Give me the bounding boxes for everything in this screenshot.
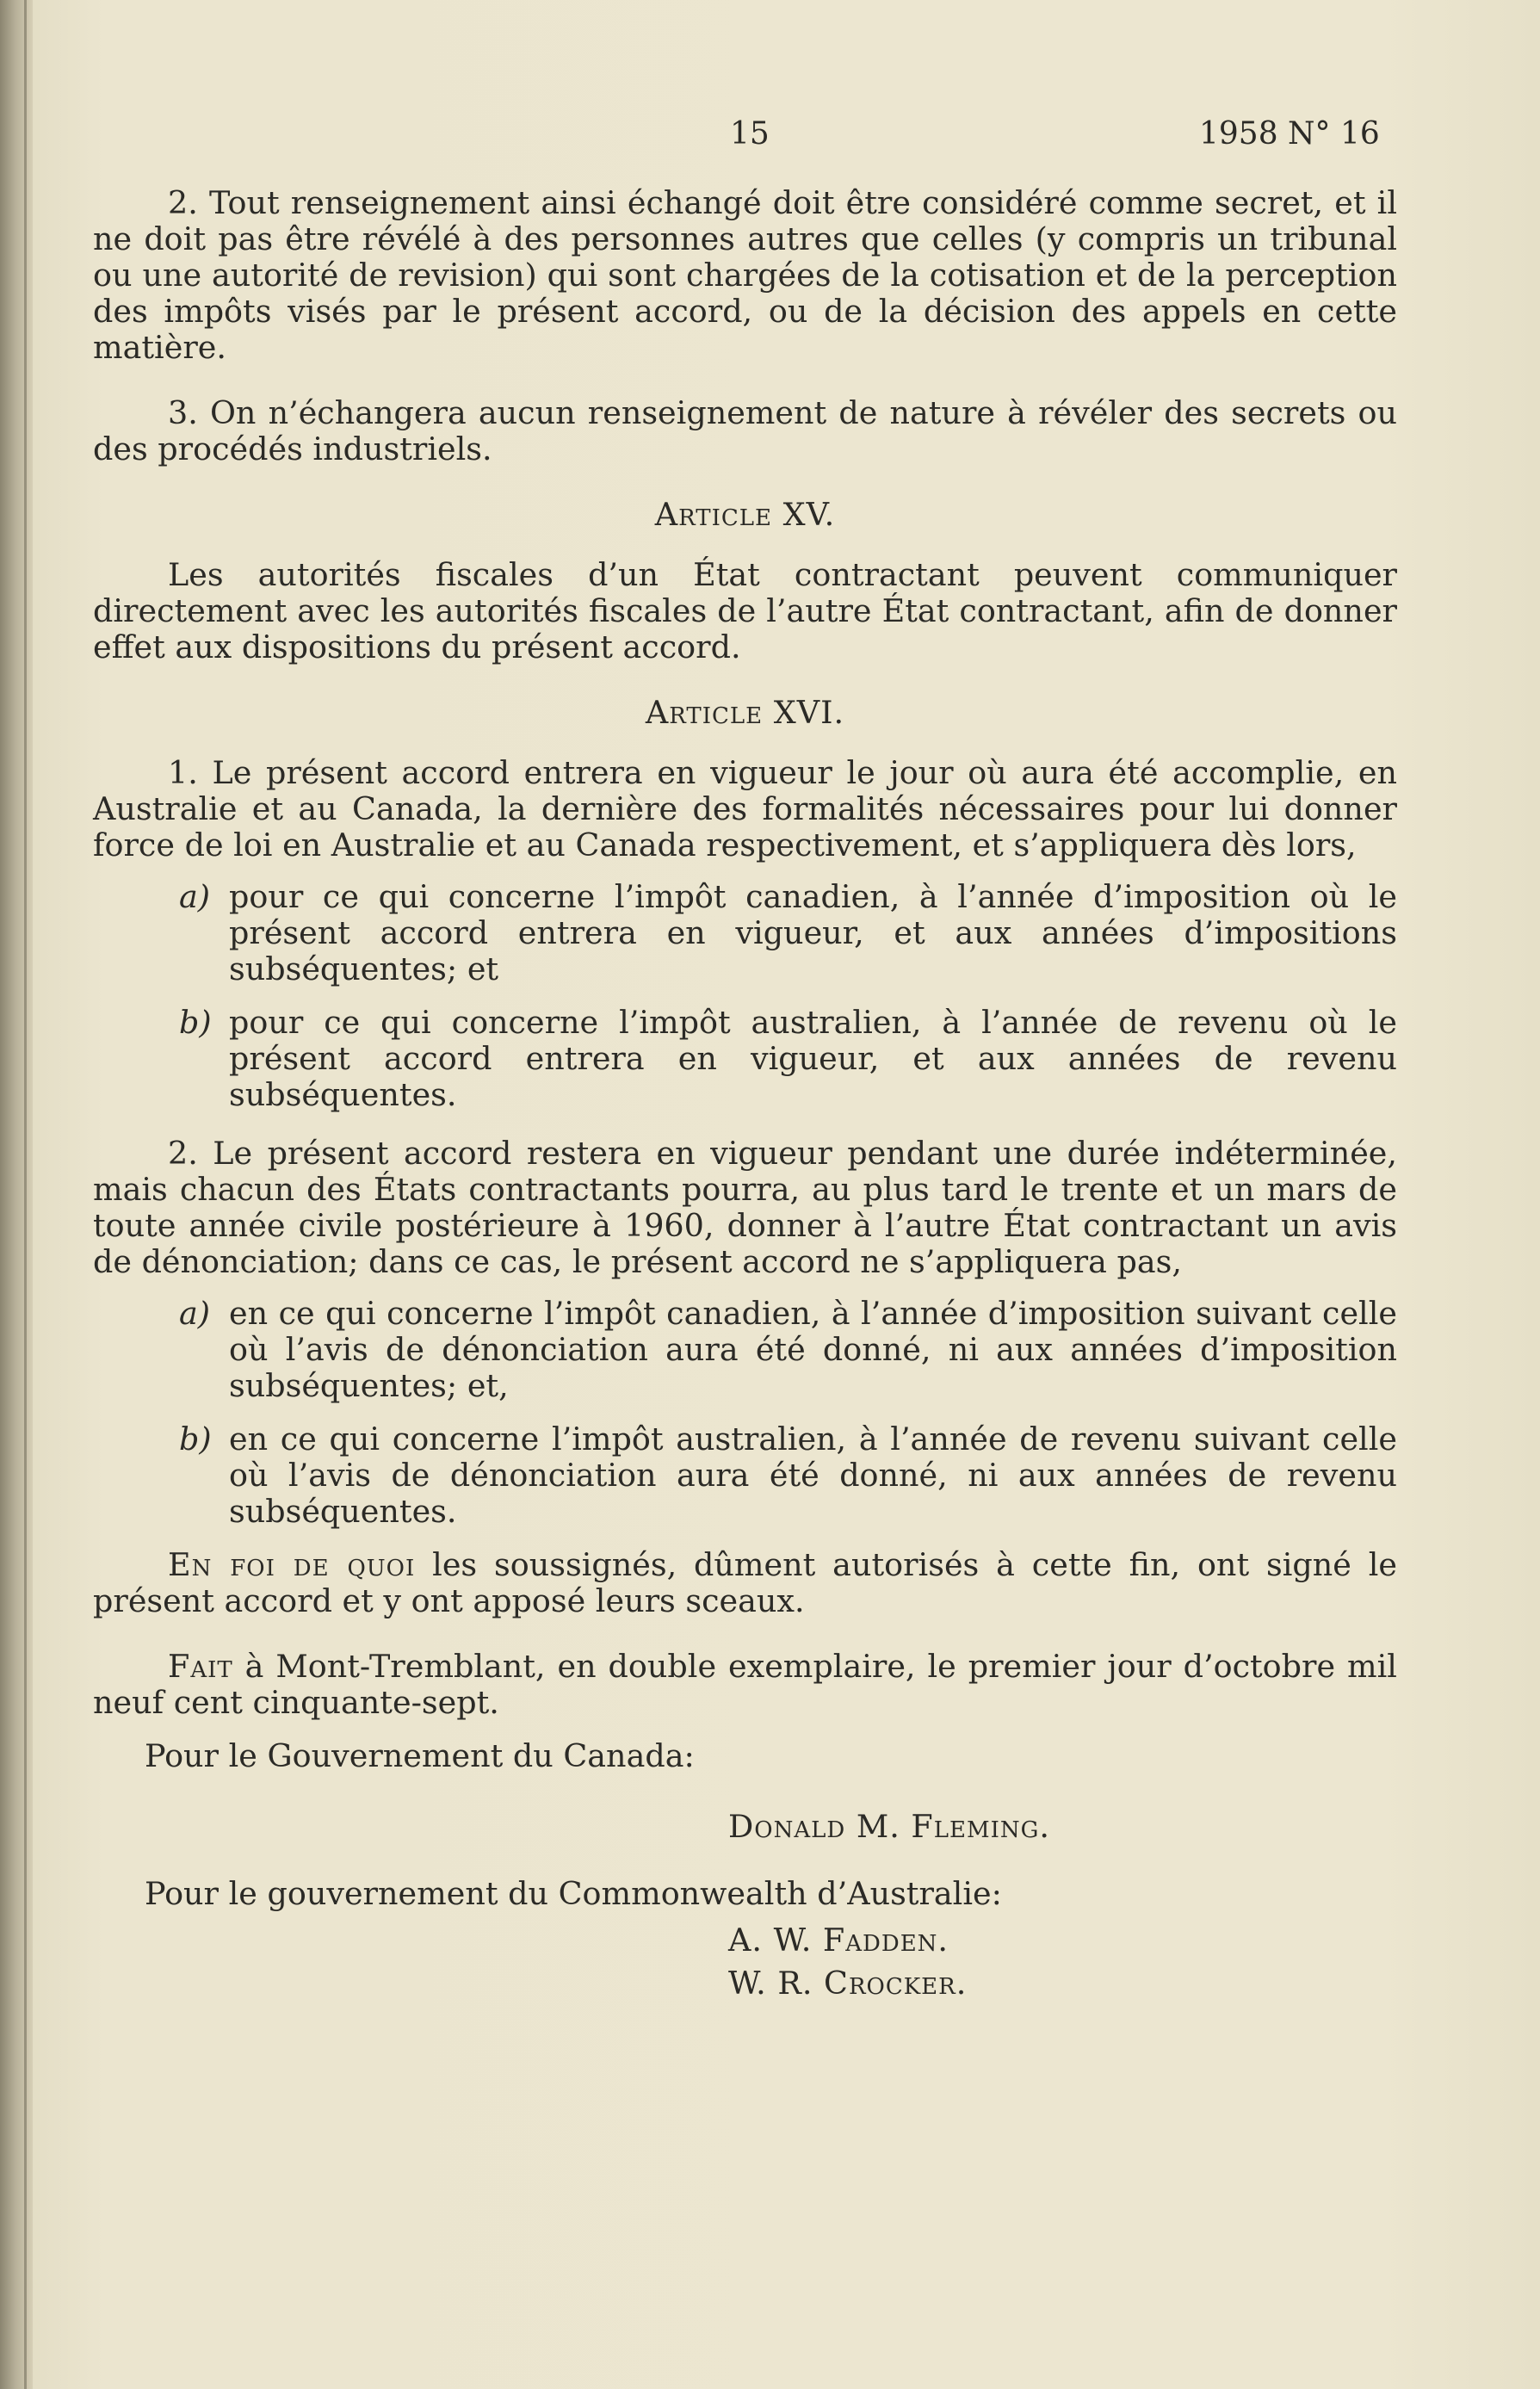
article-xvi-p1-item-a	[179, 879, 1397, 987]
item-letter: b)	[179, 1004, 212, 1041]
article-xvi-paragraph-2: 2. Le présent accord restera en vigueur pendant une durée indéterminée, mais chacun des États contractants pourra, au plus tard le trente et un mars de toute année civile postérieure à 1960, donner à l’autre État contractant un avis de dénonciation; dans ce cas, le présent accord ne s’appliquera pas,	[93, 1135, 1397, 1280]
page-number: 15	[730, 116, 770, 152]
document-body	[93, 185, 1397, 2008]
canada-signatory: Donald M. Fleming.	[728, 1808, 1050, 1845]
done-rest: à Mont-Tremblant, en double exemplaire, le premier jour d’octobre mil neuf cent cinquante-sept.	[93, 1648, 1397, 1721]
article-xiv-paragraph-3: 3. On n’échangera aucun renseignement de nature à révéler des secrets ou des procédés industriels.	[93, 394, 1397, 467]
article-xvi-p2-item-b	[179, 1421, 1397, 1530]
document-reference: 1958 N° 16	[1199, 116, 1380, 152]
australia-signatory-1: A. W. Fadden.	[728, 1922, 949, 1959]
item-text: en ce qui concerne l’impôt australien, à l’année de revenu suivant celle où l’avis de dénonciation aura été donné, ni aux années de revenu subséquentes.	[229, 1420, 1397, 1530]
article-xv-title: Article XV.	[654, 496, 836, 533]
article-xvi-p2-item-a	[179, 1296, 1397, 1404]
item-text: en ce qui concerne l’impôt canadien, à l’année d’imposition suivant celle où l’avis de dénonciation aura été donné, ni aux années d’imposition subséquentes; et,	[229, 1295, 1397, 1404]
article-xv-text: Les autorités fiscales d’un État contractant peuvent communiquer directement avec les autorités fiscales de l’autre État contractant, afin de donner effet aux dispositions du présent accord.	[93, 556, 1397, 665]
article-xiv-paragraph-2: 2. Tout renseignement ainsi échangé doit être considéré comme secret, et il ne doit pas être révélé à des personnes autres que celles (y compris un tribunal ou une autorité de revision) qui sont chargées de la cotisation et de la perception des impôts visés par le présent accord, ou de la décision des appels en cette matière.	[93, 184, 1397, 366]
witness-clause	[93, 1547, 1397, 1619]
binding-line	[24, 0, 27, 2389]
item-letter: b)	[179, 1420, 212, 1458]
witness-rest: les soussignés, dûment autorisés à cette fin, ont signé le présent accord et y ont apposé leurs sceaux.	[93, 1546, 1397, 1619]
item-text: pour ce qui concerne l’impôt canadien, à l’année d’imposition où le présent accord entrera en vigueur, et aux années d’impositions subséquentes; et	[229, 878, 1397, 987]
article-xvi-p1-item-b	[179, 1005, 1397, 1113]
canada-signature-label: Pour le Gouvernement du Canada:	[145, 1737, 695, 1774]
done-lead: Fait	[168, 1648, 233, 1685]
australia-signature-label: Pour le gouvernement du Commonwealth d’Australie:	[145, 1875, 1002, 1912]
done-clause	[93, 1649, 1397, 1721]
item-letter: a)	[179, 878, 211, 915]
witness-lead: En foi de quoi	[168, 1546, 416, 1583]
item-letter: a)	[179, 1295, 211, 1332]
item-text: pour ce qui concerne l’impôt australien, à l’année de revenu où le présent accord entrera en vigueur, et aux années de revenu subséquentes.	[229, 1004, 1397, 1113]
article-xvi-paragraph-1: 1. Le présent accord entrera en vigueur le jour où aura été accomplie, en Australie et au Canada, la dernière des formalités nécessaires pour lui donner force de loi en Australie et au Canada respectivement, et s’appliquera dès lors,	[93, 754, 1397, 863]
page-binding-edge	[0, 0, 33, 2389]
australia-signatory-2: W. R. Crocker.	[728, 1965, 968, 2002]
article-xvi-title: Article XVI.	[645, 694, 845, 731]
